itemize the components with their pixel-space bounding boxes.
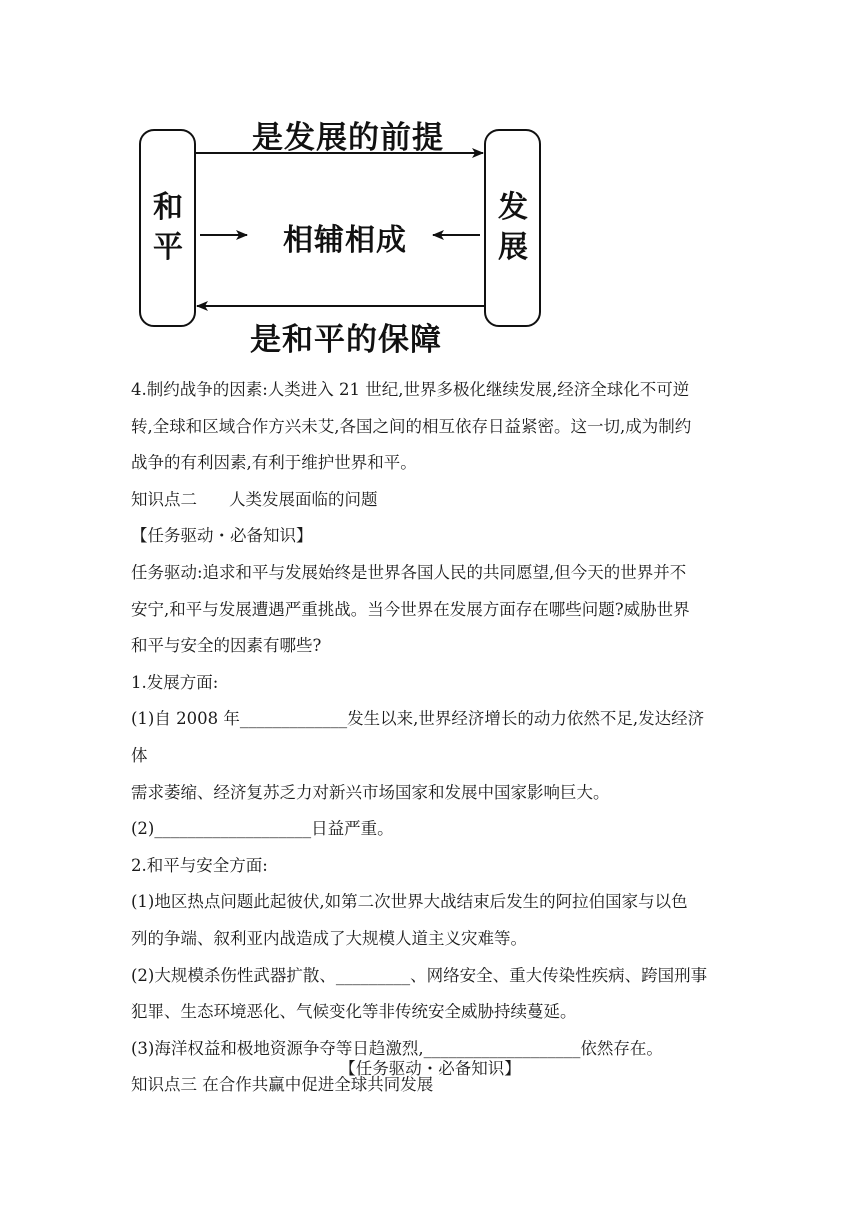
peace-item-3: (3)海洋权益和极地资源争夺等日趋激烈,___________________依然存在。	[131, 1038, 663, 1058]
peace-item-1-line-2: 列的争端、叙利亚内战造成了大规模人道主义灾难等。	[131, 928, 527, 948]
development-heading: 1.发展方面:	[131, 672, 219, 692]
section-2-heading	[131, 482, 736, 519]
diagram-shapes	[0, 0, 860, 360]
peace-item-2-line-2: 犯罪、生态环境恶化、气候变化等非传统安全威胁持续蔓延。	[131, 1002, 577, 1022]
section-3-heading: 知识点三 在合作共赢中促进全球共同发展	[131, 1075, 434, 1095]
paragraph-4-line-3: 战争的有利因素,有利于维护世界和平。	[131, 453, 417, 473]
peace-development-diagram	[0, 0, 860, 360]
section-2-title: 人类发展面临的问题	[229, 489, 378, 509]
left-box-label	[140, 188, 196, 268]
right-box-char-1: 发	[498, 190, 528, 225]
bottom-arrow-label: 是和平的保障	[250, 322, 442, 358]
development-item-1-line-2: 体	[131, 745, 148, 765]
development-item-1-line-1: (1)自 2008 年_____________发生以来,世界经济增长的动力依然不足,发达经济	[131, 709, 705, 729]
right-box-char-2: 展	[498, 230, 528, 265]
top-arrow-label: 是发展的前提	[252, 120, 444, 156]
paragraph-4-line-2: 转,全球和区域合作方兴未艾,各国之间的相互依存日益紧密。这一切,成为制约	[131, 416, 692, 436]
task-line-2: 安宁,和平与发展遭遇严重挑战。当今世界在发展方面存在哪些问题?威胁世界	[131, 599, 690, 619]
task-heading-centered: 【任务驱动・必备知识】	[339, 1059, 521, 1078]
document-body	[131, 372, 736, 1104]
paragraph-4-line-1: 4.制约战争的因素:人类进入 21 世纪,世界多极化继续发展,经济全球化不可逆	[131, 380, 690, 399]
peace-item-1-line-1: (1)地区热点问题此起彼伏,如第二次世界大战结束后发生的阿拉伯国家与以色	[131, 892, 688, 912]
peace-item-2-line-1: (2)大规模杀伤性武器扩散、_________、网络安全、重大传染性疾病、跨国刑事	[131, 965, 708, 985]
left-box-char-1: 和	[153, 190, 183, 225]
task-heading: 【任务驱动・必备知识】	[131, 526, 313, 546]
section-2-number: 知识点二	[131, 489, 197, 509]
middle-label: 相辅相成	[283, 223, 407, 258]
left-box-char-2: 平	[153, 230, 183, 265]
task-line-1: 任务驱动:追求和平与发展始终是世界各国人民的共同愿望,但今天的世界并不	[131, 562, 687, 582]
peace-security-heading: 2.和平与安全方面:	[131, 855, 268, 875]
development-item-1-line-3: 需求萎缩、经济复苏乏力对新兴市场国家和发展中国家影响巨大。	[131, 782, 610, 802]
right-box-label	[485, 188, 541, 268]
task-line-3: 和平与安全的因素有哪些?	[131, 636, 322, 656]
development-item-2: (2)___________________日益严重。	[131, 819, 394, 839]
